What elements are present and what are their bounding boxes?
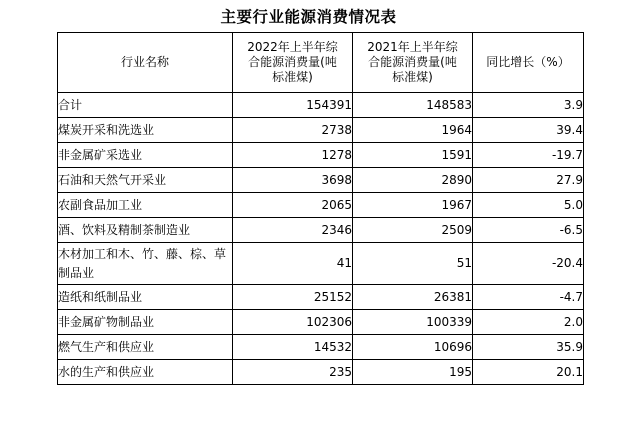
value-2022-cell: 154391 — [233, 93, 353, 118]
table-row — [58, 360, 584, 385]
table-row — [58, 118, 584, 143]
table-row — [58, 243, 584, 285]
industry-cell: 水的生产和供应业 — [58, 360, 233, 385]
header-row — [58, 33, 584, 93]
table-row — [58, 143, 584, 168]
value-2021-cell: 100339 — [353, 310, 473, 335]
industry-cell: 合计 — [58, 93, 233, 118]
value-2022-cell: 25152 — [233, 285, 353, 310]
header-2022-line1: 2022年上半年综 — [247, 40, 338, 54]
yoy-cell: 27.9 — [473, 168, 584, 193]
value-2021-cell: 26381 — [353, 285, 473, 310]
yoy-cell: -20.4 — [473, 243, 584, 285]
table-row — [58, 310, 584, 335]
yoy-cell: 2.0 — [473, 310, 584, 335]
header-2022-line3: 标准煤) — [272, 70, 313, 84]
value-2022-cell: 2738 — [233, 118, 353, 143]
table-row — [58, 335, 584, 360]
header-2021-line3: 标准煤) — [392, 70, 433, 84]
table-row — [58, 218, 584, 243]
industry-cell: 燃气生产和供应业 — [58, 335, 233, 360]
value-2021-cell: 1964 — [353, 118, 473, 143]
industry-cell: 农副食品加工业 — [58, 193, 233, 218]
table-row — [58, 285, 584, 310]
value-2022-cell: 3698 — [233, 168, 353, 193]
industry-cell: 酒、饮料及精制茶制造业 — [58, 218, 233, 243]
value-2021-cell: 10696 — [353, 335, 473, 360]
industry-cell: 非金属矿物制品业 — [58, 310, 233, 335]
yoy-cell: 5.0 — [473, 193, 584, 218]
value-2021-cell: 51 — [353, 243, 473, 285]
value-2021-cell: 195 — [353, 360, 473, 385]
value-2021-cell: 1967 — [353, 193, 473, 218]
value-2021-cell: 2509 — [353, 218, 473, 243]
value-2022-cell: 2065 — [233, 193, 353, 218]
header-2021-line1: 2021年上半年综 — [367, 40, 458, 54]
value-2021-cell: 1591 — [353, 143, 473, 168]
energy-consumption-table — [57, 32, 584, 385]
table-title: 主要行业能源消费情况表 — [220, 8, 397, 26]
value-2021-cell: 2890 — [353, 168, 473, 193]
industry-cell: 木材加工和木、竹、藤、棕、草制品业 — [58, 243, 233, 285]
header-industry: 行业名称 — [58, 33, 233, 93]
industry-cell: 煤炭开采和洗选业 — [58, 118, 233, 143]
value-2021-cell: 148583 — [353, 93, 473, 118]
yoy-cell: -19.7 — [473, 143, 584, 168]
industry-cell: 非金属矿采选业 — [58, 143, 233, 168]
table-row — [58, 93, 584, 118]
header-2022 — [233, 33, 353, 93]
yoy-cell: 3.9 — [473, 93, 584, 118]
table-row — [58, 193, 584, 218]
header-2021 — [353, 33, 473, 93]
yoy-cell: 35.9 — [473, 335, 584, 360]
table-row — [58, 168, 584, 193]
yoy-cell: -6.5 — [473, 218, 584, 243]
value-2022-cell: 102306 — [233, 310, 353, 335]
header-2022-line2: 合能源消费量(吨 — [248, 55, 337, 69]
value-2022-cell: 1278 — [233, 143, 353, 168]
header-yoy: 同比增长（%） — [473, 33, 584, 93]
yoy-cell: -4.7 — [473, 285, 584, 310]
industry-cell: 石油和天然气开采业 — [58, 168, 233, 193]
value-2022-cell: 235 — [233, 360, 353, 385]
header-2021-line2: 合能源消费量(吨 — [368, 55, 457, 69]
value-2022-cell: 41 — [233, 243, 353, 285]
value-2022-cell: 14532 — [233, 335, 353, 360]
industry-cell: 造纸和纸制品业 — [58, 285, 233, 310]
yoy-cell: 20.1 — [473, 360, 584, 385]
yoy-cell: 39.4 — [473, 118, 584, 143]
value-2022-cell: 2346 — [233, 218, 353, 243]
